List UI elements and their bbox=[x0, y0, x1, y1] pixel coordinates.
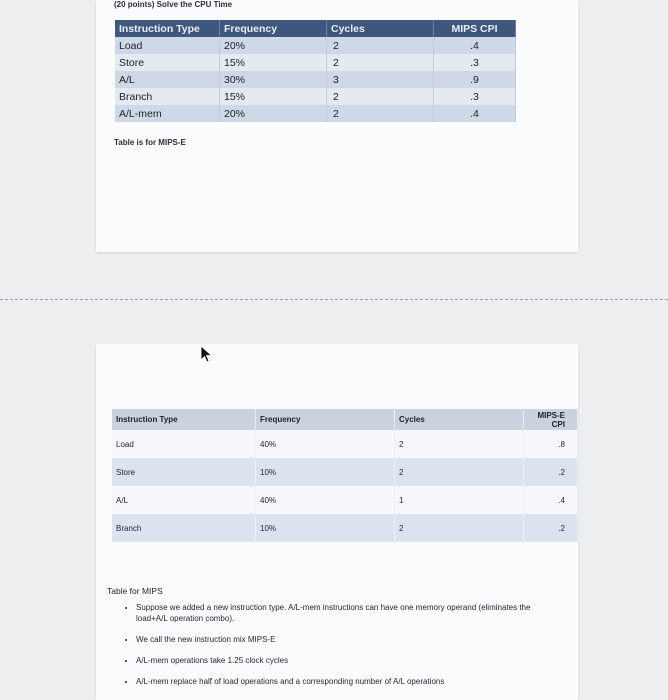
cell-frequency: 15% bbox=[220, 88, 327, 105]
cell-cycles: 2 bbox=[395, 514, 524, 542]
cell-frequency: 10% bbox=[256, 458, 395, 486]
header-instruction-type: Instruction Type bbox=[112, 409, 256, 430]
table-row bbox=[112, 458, 578, 486]
cell-type: Store bbox=[112, 458, 256, 486]
table-row bbox=[112, 430, 578, 458]
mouse-cursor-icon bbox=[200, 345, 214, 363]
list-item: • We call the new instruction mix MIPS-E bbox=[136, 634, 536, 645]
cell-cpi: .4 bbox=[434, 37, 516, 54]
page-divider bbox=[0, 299, 668, 300]
cell-cycles: 2 bbox=[327, 54, 434, 71]
header-cpi: MIPS-E CPI bbox=[524, 409, 578, 430]
cell-frequency: 40% bbox=[256, 430, 395, 458]
list-item: • A/L-mem operations take 1.25 clock cycles bbox=[136, 655, 536, 666]
notes-list bbox=[120, 602, 536, 697]
cell-type: Load bbox=[112, 430, 256, 458]
table-row bbox=[115, 54, 516, 71]
cell-cpi: .4 bbox=[524, 486, 578, 514]
cell-cpi: .2 bbox=[524, 458, 578, 486]
cell-type: Branch bbox=[112, 514, 256, 542]
mips-caption: Table for MIPS bbox=[107, 586, 163, 596]
cell-cpi: .3 bbox=[434, 54, 516, 71]
header-frequency: Frequency bbox=[256, 409, 395, 430]
list-item: • Suppose we added a new instruction type. A/L-mem instructions can have one memory operand (eliminates the load+A/L operation combo). bbox=[136, 602, 536, 624]
cell-cpi: .9 bbox=[434, 71, 516, 88]
cell-type: Branch bbox=[115, 88, 220, 105]
table-row bbox=[115, 88, 516, 105]
top-page bbox=[96, 0, 578, 252]
cell-cpi: .8 bbox=[524, 430, 578, 458]
cell-cycles: 3 bbox=[327, 71, 434, 88]
bottom-page bbox=[96, 344, 578, 700]
cell-type: A/L-mem bbox=[115, 105, 220, 122]
cell-frequency: 10% bbox=[256, 514, 395, 542]
cell-frequency: 30% bbox=[220, 71, 327, 88]
cell-frequency: 40% bbox=[256, 486, 395, 514]
cell-cpi: .2 bbox=[524, 514, 578, 542]
cell-type: Store bbox=[115, 54, 220, 71]
cell-cycles: 1 bbox=[395, 486, 524, 514]
header-instruction-type: Instruction Type bbox=[115, 20, 220, 37]
cell-type: Load bbox=[115, 37, 220, 54]
question-prompt: (20 points) Solve the CPU Time bbox=[114, 0, 233, 9]
table-header-row bbox=[115, 20, 516, 37]
cell-cycles: 2 bbox=[327, 88, 434, 105]
cell-cycles: 2 bbox=[395, 458, 524, 486]
cell-type: A/L bbox=[115, 71, 220, 88]
header-frequency: Frequency bbox=[220, 20, 327, 37]
cell-frequency: 20% bbox=[220, 105, 327, 122]
cell-type: A/L bbox=[112, 486, 256, 514]
table-header-row bbox=[112, 409, 578, 430]
cell-frequency: 20% bbox=[220, 37, 327, 54]
mips-table bbox=[112, 409, 578, 542]
table-row bbox=[115, 105, 516, 122]
table-row bbox=[115, 71, 516, 88]
cell-cpi: .4 bbox=[434, 105, 516, 122]
cell-cpi: .3 bbox=[434, 88, 516, 105]
cell-cycles: 2 bbox=[395, 430, 524, 458]
cell-frequency: 15% bbox=[220, 54, 327, 71]
list-item: • A/L-mem replace half of load operations and a corresponding number of A/L operations bbox=[136, 676, 536, 687]
table-row bbox=[112, 486, 578, 514]
header-cycles: Cycles bbox=[395, 409, 524, 430]
header-cycles: Cycles bbox=[327, 20, 434, 37]
mips-e-caption: Table is for MIPS-E bbox=[114, 138, 186, 147]
table-row bbox=[115, 37, 516, 54]
table-row bbox=[112, 514, 578, 542]
cell-cycles: 2 bbox=[327, 105, 434, 122]
cell-cycles: 2 bbox=[327, 37, 434, 54]
mips-e-table bbox=[115, 20, 516, 122]
header-cpi: MIPS CPI bbox=[434, 20, 516, 37]
